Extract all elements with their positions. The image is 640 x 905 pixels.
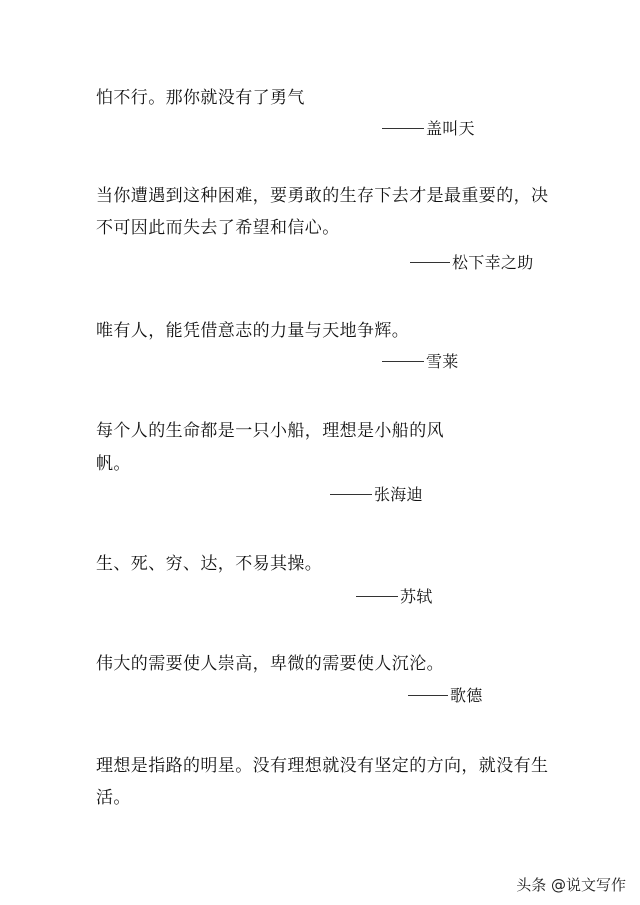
attribution-dash — [382, 128, 424, 129]
quote-2-attribution — [410, 252, 534, 274]
attribution-dash — [408, 695, 448, 696]
quote-3-line-1: 唯有人，能凭借意志的力量与天地争辉。 — [96, 321, 410, 341]
quote-7-line-1: 理想是指路的明星。没有理想就没有坚定的方向，就没有生 — [96, 756, 549, 776]
quote-4-author: 张海迪 — [374, 485, 423, 504]
quote-5-attribution — [356, 586, 433, 608]
quote-4-line-2: 帆。 — [96, 454, 131, 474]
quote-3-author: 雪莱 — [426, 352, 459, 371]
quote-1-attribution — [382, 118, 475, 140]
quote-2-line-1: 当你遭遇到这种困难，要勇敢的生存下去才是最重要的，决 — [96, 186, 549, 206]
watermark: 头条 @说文写作 — [516, 876, 626, 894]
quote-6-line-1: 伟大的需要使人崇高，卑微的需要使人沉沦。 — [96, 654, 444, 674]
attribution-dash — [382, 361, 424, 362]
quote-6-author: 歌德 — [450, 686, 483, 705]
quote-3-attribution — [382, 351, 459, 373]
quote-2-line-2: 不可因此而失去了希望和信心。 — [96, 218, 340, 238]
quote-1-line-1: 怕不行。那你就没有了勇气 — [96, 88, 305, 108]
quote-7-line-2: 活。 — [96, 788, 131, 808]
quote-1-author: 盖叫天 — [426, 119, 475, 138]
quote-4-line-1: 每个人的生命都是一只小船，理想是小船的风 — [96, 421, 444, 441]
quote-4-attribution — [330, 484, 423, 506]
quote-5-author: 苏轼 — [400, 587, 433, 606]
quote-5-line-1: 生、死、穷、达，不易其操。 — [96, 554, 323, 574]
attribution-dash — [330, 494, 372, 495]
attribution-dash — [410, 262, 450, 263]
quote-2-author: 松下幸之助 — [452, 253, 534, 272]
quote-6-attribution — [408, 685, 483, 707]
attribution-dash — [356, 596, 398, 597]
